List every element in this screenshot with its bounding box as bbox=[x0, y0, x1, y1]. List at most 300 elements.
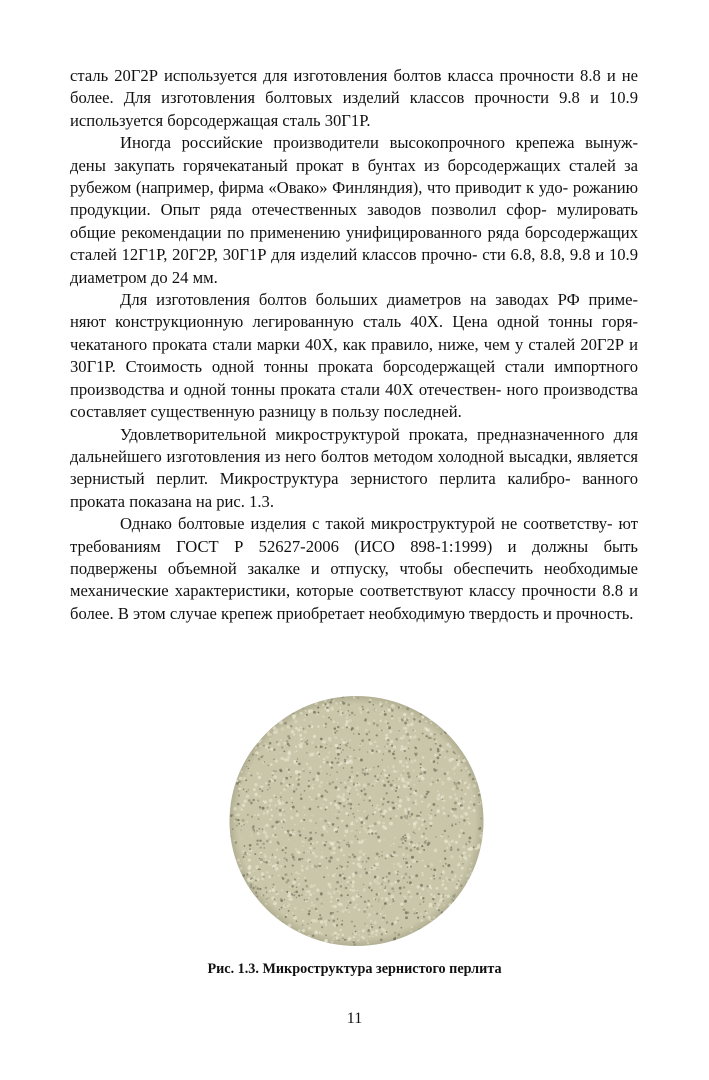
grain-speck bbox=[293, 790, 295, 792]
grain-speck bbox=[339, 903, 342, 906]
grain-speck bbox=[417, 885, 420, 888]
grain-speck bbox=[292, 712, 294, 714]
grain-speck bbox=[298, 873, 300, 875]
grain-speck bbox=[400, 776, 401, 777]
grain-speck bbox=[288, 771, 290, 773]
grain-speck bbox=[344, 782, 347, 785]
grain-speck bbox=[349, 760, 351, 762]
grain-speck bbox=[273, 726, 277, 730]
grain-speck bbox=[445, 877, 448, 880]
grain-speck bbox=[306, 763, 309, 766]
grain-speck bbox=[339, 840, 341, 842]
grain-speck bbox=[359, 706, 363, 710]
grain-speck bbox=[280, 782, 283, 785]
grain-speck bbox=[456, 787, 459, 790]
grain-speck bbox=[336, 817, 338, 819]
grain-speck bbox=[393, 938, 396, 941]
grain-speck bbox=[450, 855, 454, 859]
grain-speck bbox=[235, 814, 237, 816]
grain-speck bbox=[311, 902, 313, 904]
grain-speck bbox=[369, 936, 370, 937]
grain-speck bbox=[407, 724, 410, 727]
grain-speck bbox=[390, 882, 394, 886]
grain-speck bbox=[252, 825, 254, 827]
grain-speck bbox=[406, 707, 409, 710]
text-line: 20Г2Р и 30Г1Р. Стоимость одной тонны проката борсодержащей стали bbox=[70, 334, 638, 377]
grain-speck bbox=[451, 825, 453, 827]
grain-speck bbox=[362, 709, 364, 711]
grain-speck bbox=[274, 804, 277, 807]
grain-speck bbox=[301, 858, 303, 860]
grain-speck bbox=[292, 881, 296, 885]
text-line: Однако болтовые изделия с такой микроструктурой не соответству- bbox=[120, 514, 613, 534]
grain-speck bbox=[454, 773, 455, 774]
grain-speck bbox=[274, 834, 276, 836]
grain-speck bbox=[431, 809, 433, 811]
grain-speck bbox=[381, 730, 383, 732]
grain-speck bbox=[473, 784, 476, 787]
grain-speck bbox=[432, 803, 435, 806]
grain-speck bbox=[292, 829, 294, 831]
grain-speck bbox=[273, 902, 277, 906]
grain-speck bbox=[403, 877, 405, 879]
grain-speck bbox=[298, 895, 300, 897]
grain-speck bbox=[394, 757, 396, 759]
grain-speck bbox=[287, 735, 290, 738]
grain-speck bbox=[232, 828, 233, 829]
grain-speck bbox=[315, 798, 317, 800]
text-line: рожанию продукции. Опыт ряда отечественных заводов позволил сфор- bbox=[70, 178, 638, 220]
grain-speck bbox=[264, 761, 266, 763]
grain-speck bbox=[412, 720, 414, 722]
grain-speck bbox=[417, 816, 420, 819]
grain-speck bbox=[323, 826, 326, 829]
grain-speck bbox=[367, 722, 370, 725]
grain-speck bbox=[364, 901, 366, 903]
grain-speck bbox=[371, 924, 372, 925]
grain-speck bbox=[410, 895, 413, 898]
grain-speck bbox=[292, 806, 295, 809]
grain-speck bbox=[379, 701, 380, 702]
grain-speck bbox=[286, 768, 288, 770]
grain-speck bbox=[292, 802, 293, 803]
grain-speck bbox=[310, 843, 312, 845]
grain-speck bbox=[382, 704, 383, 705]
grain-speck bbox=[267, 811, 269, 813]
grain-speck bbox=[403, 773, 404, 774]
grain-speck bbox=[352, 883, 354, 885]
grain-speck bbox=[377, 836, 380, 839]
grain-speck bbox=[269, 799, 273, 803]
grain-speck bbox=[427, 916, 431, 920]
grain-speck bbox=[372, 936, 373, 937]
grain-speck bbox=[395, 803, 397, 805]
grain-speck bbox=[357, 939, 360, 942]
grain-speck bbox=[358, 931, 359, 932]
grain-speck bbox=[388, 807, 392, 811]
grain-speck bbox=[268, 765, 270, 767]
grain-speck bbox=[352, 862, 354, 864]
grain-speck bbox=[295, 714, 297, 716]
grain-speck bbox=[395, 738, 398, 741]
grain-speck bbox=[391, 787, 394, 790]
grain-speck bbox=[257, 745, 259, 747]
grain-speck bbox=[388, 707, 389, 708]
grain-speck bbox=[461, 789, 463, 791]
grain-speck bbox=[267, 733, 270, 736]
grain-speck bbox=[449, 844, 452, 847]
grain-speck bbox=[365, 817, 368, 820]
grain-speck bbox=[257, 772, 259, 774]
grain-speck bbox=[311, 799, 313, 801]
grain-speck bbox=[315, 822, 317, 824]
grain-speck bbox=[398, 920, 399, 921]
grain-speck bbox=[308, 913, 311, 916]
grain-speck bbox=[271, 815, 273, 817]
grain-speck bbox=[460, 858, 462, 860]
grain-speck bbox=[317, 855, 319, 857]
grain-speck bbox=[263, 745, 265, 747]
grain-speck bbox=[359, 865, 362, 868]
grain-speck bbox=[248, 773, 250, 775]
grain-speck bbox=[332, 874, 335, 877]
grain-speck bbox=[262, 755, 264, 757]
grain-speck bbox=[407, 798, 410, 801]
grain-speck bbox=[301, 894, 302, 895]
paragraph-1 bbox=[70, 65, 638, 132]
grain-speck bbox=[393, 863, 395, 865]
grain-speck bbox=[294, 892, 295, 893]
grain-speck bbox=[440, 895, 443, 898]
grain-speck bbox=[449, 796, 452, 799]
grain-speck bbox=[429, 822, 433, 826]
grain-speck bbox=[426, 885, 428, 887]
grain-speck bbox=[426, 735, 428, 737]
grain-speck bbox=[406, 757, 407, 758]
grain-speck bbox=[365, 767, 367, 769]
grain-speck bbox=[374, 921, 377, 924]
grain-speck bbox=[298, 742, 299, 743]
grain-speck bbox=[260, 785, 264, 789]
grain-speck bbox=[309, 753, 313, 757]
grain-speck bbox=[268, 897, 269, 898]
grain-speck bbox=[351, 776, 355, 780]
grain-speck bbox=[341, 910, 344, 913]
grain-speck bbox=[431, 777, 433, 779]
grain-speck bbox=[261, 872, 265, 876]
grain-speck bbox=[263, 861, 265, 863]
grain-speck bbox=[345, 829, 349, 833]
grain-speck bbox=[435, 839, 436, 840]
grain-speck bbox=[304, 877, 306, 879]
grain-speck bbox=[317, 725, 319, 727]
grain-speck bbox=[403, 841, 404, 842]
grain-speck bbox=[414, 735, 417, 738]
grain-speck bbox=[272, 834, 275, 837]
grain-speck bbox=[403, 727, 406, 730]
grain-speck bbox=[300, 797, 303, 800]
grain-speck bbox=[456, 759, 458, 761]
text-line: ванного проката показана на рис. 1.3. bbox=[70, 469, 638, 511]
grain-speck bbox=[274, 856, 277, 859]
grain-speck bbox=[358, 817, 361, 820]
grain-speck bbox=[316, 888, 319, 891]
grain-speck bbox=[365, 871, 368, 874]
grain-speck bbox=[475, 780, 477, 782]
grain-speck bbox=[398, 933, 400, 935]
grain-speck bbox=[256, 895, 258, 897]
grain-speck bbox=[365, 718, 367, 720]
grain-speck bbox=[400, 707, 401, 708]
grain-speck bbox=[466, 783, 467, 784]
grain-speck bbox=[437, 790, 439, 792]
grain-speck bbox=[291, 730, 295, 734]
grain-speck bbox=[325, 790, 327, 792]
grain-speck bbox=[392, 807, 395, 810]
grain-speck bbox=[345, 743, 348, 746]
grain-speck bbox=[282, 877, 284, 879]
grain-speck bbox=[390, 895, 394, 899]
grain-speck bbox=[288, 894, 292, 898]
grain-speck bbox=[315, 746, 317, 748]
grain-speck bbox=[256, 839, 258, 841]
grain-speck bbox=[397, 880, 400, 883]
grain-speck bbox=[340, 762, 343, 765]
grain-speck bbox=[362, 768, 365, 771]
grain-speck bbox=[410, 866, 412, 868]
grain-speck bbox=[366, 861, 367, 862]
grain-speck bbox=[281, 907, 283, 909]
grain-speck bbox=[394, 881, 397, 884]
grain-speck bbox=[316, 898, 319, 901]
grain-speck bbox=[423, 833, 425, 835]
grain-speck bbox=[307, 923, 308, 924]
grain-speck bbox=[387, 739, 389, 741]
grain-speck bbox=[335, 702, 338, 705]
grain-speck bbox=[249, 844, 252, 847]
grain-speck bbox=[371, 824, 374, 827]
grain-speck bbox=[360, 896, 362, 898]
grain-speck bbox=[320, 746, 322, 748]
grain-speck bbox=[266, 891, 268, 893]
grain-speck bbox=[424, 796, 427, 799]
grain-speck bbox=[296, 788, 298, 790]
grain-speck bbox=[423, 901, 425, 903]
grain-speck bbox=[441, 874, 442, 875]
microstructure-image bbox=[228, 694, 485, 948]
grain-speck bbox=[421, 845, 423, 847]
grain-speck bbox=[293, 894, 295, 896]
grain-speck bbox=[399, 799, 403, 803]
grain-speck bbox=[321, 770, 323, 772]
grain-speck bbox=[337, 795, 341, 799]
grain-speck bbox=[338, 846, 340, 848]
grain-speck bbox=[375, 734, 377, 736]
grain-speck bbox=[463, 851, 466, 854]
grain-speck bbox=[436, 781, 438, 783]
grain-speck bbox=[413, 845, 415, 847]
grain-speck bbox=[391, 715, 393, 717]
grain-speck bbox=[419, 763, 422, 766]
grain-speck bbox=[415, 754, 417, 756]
grain-speck bbox=[351, 896, 355, 900]
grain-speck bbox=[406, 781, 410, 785]
grain-speck bbox=[442, 784, 444, 786]
grain-speck bbox=[414, 759, 417, 762]
grain-speck bbox=[384, 889, 387, 892]
grain-speck bbox=[259, 806, 262, 809]
grain-speck bbox=[267, 807, 269, 809]
grain-speck bbox=[299, 744, 303, 748]
grain-speck bbox=[359, 749, 361, 751]
grain-speck bbox=[254, 783, 258, 787]
grain-speck bbox=[386, 921, 388, 923]
text-line: не более. Для изготовления болтовых изделий классов прочности 9.8 и bbox=[70, 66, 638, 108]
grain-speck bbox=[428, 890, 429, 891]
grain-speck bbox=[375, 709, 377, 711]
grain-speck bbox=[308, 780, 310, 782]
grain-speck bbox=[424, 769, 427, 772]
grain-speck bbox=[431, 869, 433, 871]
grain-speck bbox=[266, 898, 267, 899]
grain-speck bbox=[319, 766, 321, 768]
grain-speck bbox=[246, 794, 250, 798]
grain-speck bbox=[389, 730, 392, 733]
grain-speck bbox=[432, 781, 434, 783]
grain-speck bbox=[258, 758, 261, 761]
grain-speck bbox=[282, 849, 284, 851]
grain-speck bbox=[383, 753, 385, 755]
grain-speck bbox=[315, 832, 317, 834]
grain-speck bbox=[270, 734, 272, 736]
grain-speck bbox=[359, 831, 361, 833]
grain-speck bbox=[368, 858, 370, 860]
grain-speck bbox=[437, 806, 438, 807]
grain-speck bbox=[331, 708, 334, 711]
grain-speck bbox=[375, 857, 378, 860]
grain-speck bbox=[363, 884, 364, 885]
grain-speck bbox=[414, 832, 416, 834]
grain-speck bbox=[307, 866, 308, 867]
grain-speck bbox=[258, 868, 260, 870]
grain-speck bbox=[336, 771, 338, 773]
grain-speck bbox=[295, 848, 297, 850]
grain-speck bbox=[341, 695, 344, 698]
grain-speck bbox=[367, 917, 369, 919]
grain-speck bbox=[383, 852, 385, 854]
grain-speck bbox=[342, 819, 344, 821]
text-line: мулировать общие рекомендации по применению унифицированного ряда bbox=[70, 200, 638, 242]
grain-speck bbox=[395, 815, 397, 817]
grain-speck bbox=[382, 916, 385, 919]
grain-speck bbox=[326, 744, 327, 745]
grain-speck bbox=[276, 742, 280, 746]
grain-speck bbox=[407, 837, 408, 838]
grain-speck bbox=[381, 928, 384, 931]
grain-speck bbox=[383, 784, 386, 787]
grain-speck bbox=[263, 831, 267, 835]
grain-speck bbox=[296, 750, 298, 752]
grain-speck bbox=[316, 841, 318, 843]
grain-speck bbox=[359, 796, 361, 798]
grain-speck bbox=[447, 774, 448, 775]
grain-speck bbox=[331, 905, 333, 907]
grain-speck bbox=[328, 737, 332, 741]
grain-speck bbox=[351, 784, 353, 786]
grain-speck bbox=[259, 788, 261, 790]
grain-speck bbox=[394, 707, 395, 708]
grain-speck bbox=[250, 774, 252, 776]
grain-speck bbox=[296, 761, 297, 762]
grain-speck bbox=[337, 826, 339, 828]
grain-speck bbox=[304, 814, 306, 816]
grain-speck bbox=[341, 738, 343, 740]
grain-speck bbox=[468, 783, 470, 785]
grain-speck bbox=[408, 813, 410, 815]
grain-speck bbox=[371, 905, 372, 906]
grain-speck bbox=[323, 761, 326, 764]
text-line: подвержены объемной закалке и отпуску, чтобы обеспечить необходимые bbox=[70, 558, 638, 578]
grain-speck bbox=[407, 742, 409, 744]
grain-speck bbox=[394, 784, 396, 786]
grain-speck bbox=[479, 834, 483, 838]
grain-speck bbox=[401, 777, 405, 781]
grain-speck bbox=[337, 711, 339, 713]
grain-speck bbox=[345, 713, 347, 715]
grain-speck bbox=[325, 723, 328, 726]
grain-speck bbox=[400, 846, 402, 848]
grain-speck bbox=[366, 709, 369, 712]
grain-speck bbox=[382, 825, 385, 828]
grain-speck bbox=[309, 893, 312, 896]
grain-speck bbox=[429, 816, 432, 819]
grain-speck bbox=[411, 860, 412, 861]
grain-speck bbox=[388, 708, 391, 711]
grain-speck bbox=[252, 799, 254, 801]
grain-speck bbox=[369, 742, 372, 745]
grain-speck bbox=[347, 842, 348, 843]
grain-speck bbox=[279, 859, 281, 861]
grain-speck bbox=[394, 932, 396, 934]
grain-speck bbox=[340, 894, 342, 896]
grain-speck bbox=[423, 849, 425, 851]
grain-speck bbox=[397, 796, 399, 798]
grain-speck bbox=[479, 827, 481, 829]
grain-speck bbox=[281, 757, 284, 760]
grain-speck bbox=[375, 929, 378, 932]
grain-speck bbox=[377, 779, 379, 781]
grain-speck bbox=[346, 741, 347, 742]
grain-speck bbox=[269, 840, 272, 843]
grain-speck bbox=[397, 808, 399, 810]
grain-speck bbox=[397, 871, 399, 873]
text-line: сти 6.8, 8.8, 9.8 и 10.9 диаметром до 24 мм. bbox=[70, 245, 638, 287]
grain-speck bbox=[382, 919, 384, 921]
grain-speck bbox=[305, 880, 307, 882]
grain-speck bbox=[289, 765, 290, 766]
grain-speck bbox=[446, 847, 448, 849]
grain-speck bbox=[434, 903, 436, 905]
grain-speck bbox=[348, 844, 350, 846]
grain-speck bbox=[405, 911, 408, 914]
grain-speck bbox=[342, 712, 344, 714]
grain-speck bbox=[318, 918, 320, 920]
grain-speck bbox=[255, 880, 257, 882]
grain-speck bbox=[294, 878, 296, 880]
grain-speck bbox=[365, 839, 366, 840]
grain-speck bbox=[292, 912, 294, 914]
grain-speck bbox=[333, 938, 335, 940]
